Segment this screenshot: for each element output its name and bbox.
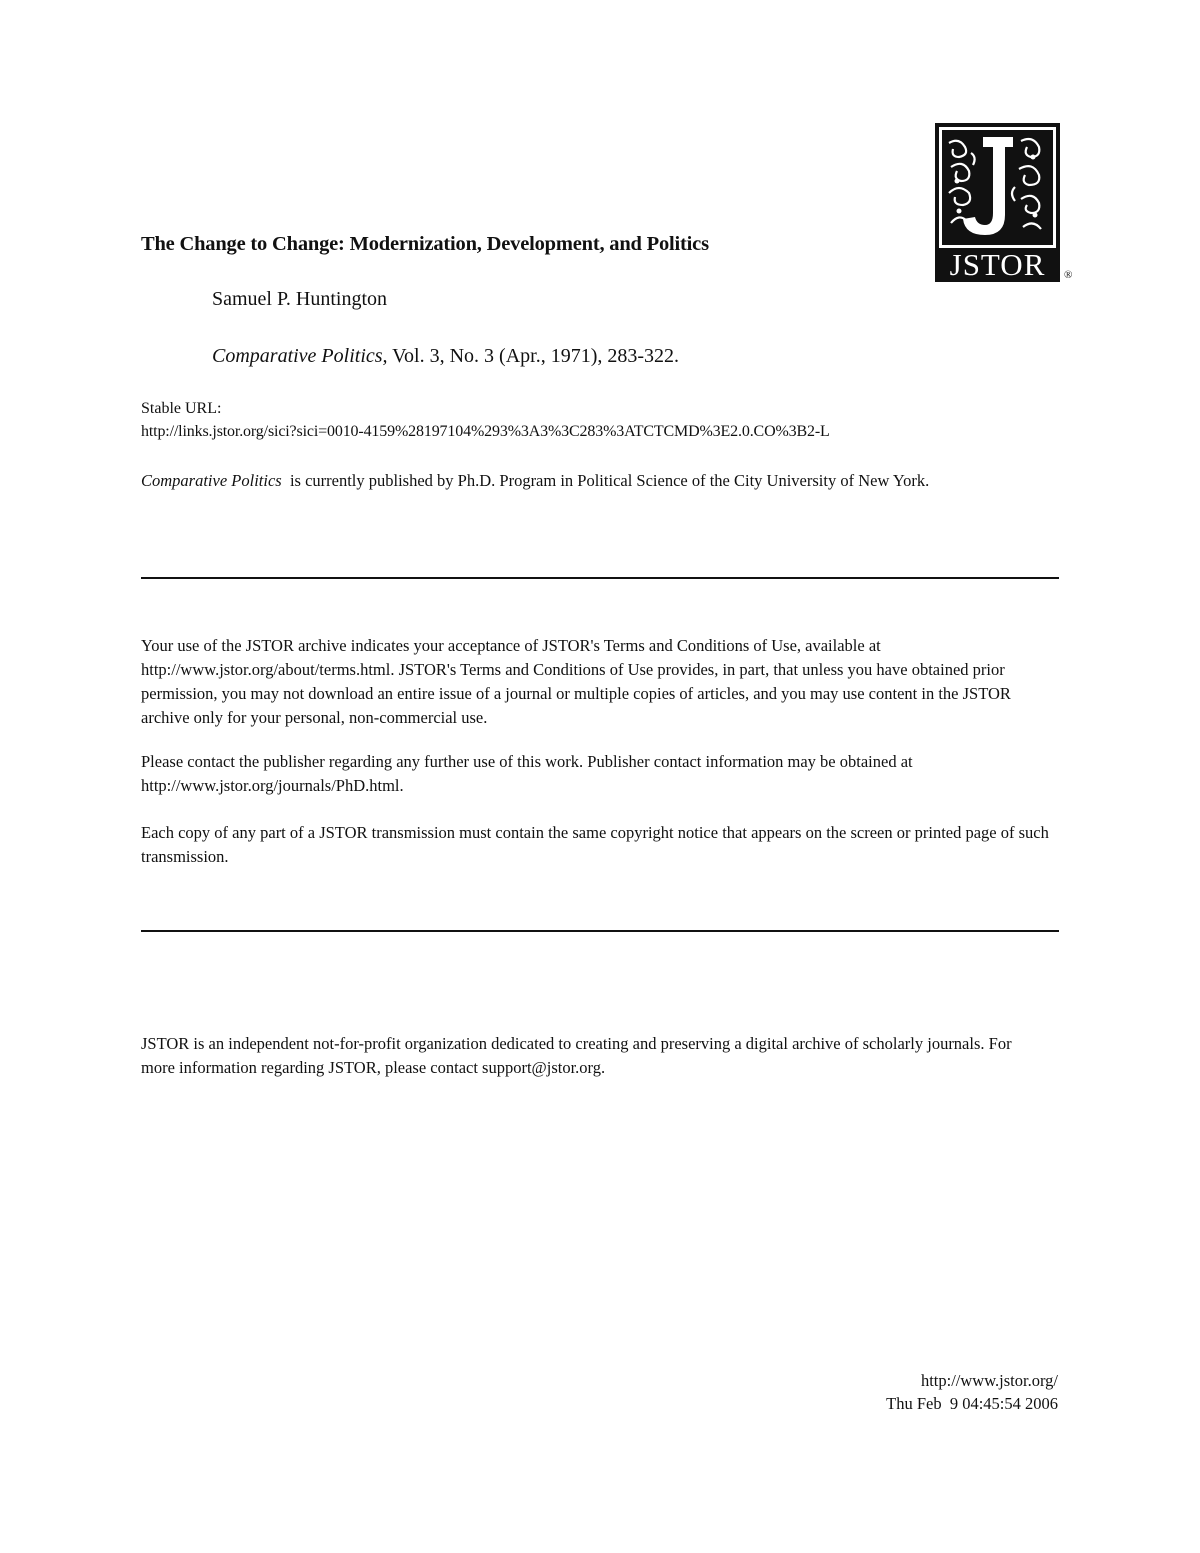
publisher-contact-paragraph: Please contact the publisher regarding any further use of this work. Publisher contact information may be obtained at http://www.jstor.org/journals/PhD.html. [141,752,913,795]
copyright-notice-paragraph: Each copy of any part of a JSTOR transmission must contain the same copyright notice that appears on the screen or printed page of such transmission. [141,823,1049,866]
footer-timestamp: Thu Feb 9 04:45:54 2006 [886,1394,1058,1413]
logo-wordmark: JSTOR [949,247,1046,282]
stable-url-link[interactable]: http://links.jstor.org/sici?sici=0010-4159%28197104%293%3A3%3C283%3ATCTCMD%3E2.0.CO%3B2-L [141,423,830,440]
publisher-info [141,469,1041,493]
stable-url-label: Stable URL: [141,400,222,417]
publisher-text: is currently published by Ph.D. Program in Political Science of the City University of New York. [281,471,930,490]
article-title: The Change to Change: Modernization, Development, and Politics [141,233,709,255]
jstor-logo [935,123,1060,282]
article-author: Samuel P. Huntington [212,288,388,310]
registered-mark: ® [1064,269,1073,281]
jstor-logo-icon [935,123,1060,282]
divider-bottom [141,930,1059,932]
terms-paragraph: Your use of the JSTOR archive indicates your acceptance of JSTOR's Terms and Conditions of Use, available at http://www.jstor.org/about/terms.html. JSTOR's Terms and Conditions of Use provides, in part, that unless you have obtained prior permission, you may not download an entire issue of a journal or multiple copies of articles, and you may use content in the JSTOR archive only for your personal, non-commercial use. [141,636,1011,727]
article-citation [212,345,679,368]
publisher-journal: Comparative Politics [141,471,282,490]
citation-journal: Comparative Politics, [212,345,388,367]
footer-url[interactable]: http://www.jstor.org/ [920,1371,1058,1390]
divider-top [141,577,1059,579]
citation-details: Vol. 3, No. 3 (Apr., 1971), 283-322. [387,345,680,367]
about-jstor: JSTOR is an independent not-for-profit organization dedicated to creating and preserving a digital archive of scholarly journals. For more information regarding JSTOR, please contact support@jstor.org. [141,1034,1012,1077]
